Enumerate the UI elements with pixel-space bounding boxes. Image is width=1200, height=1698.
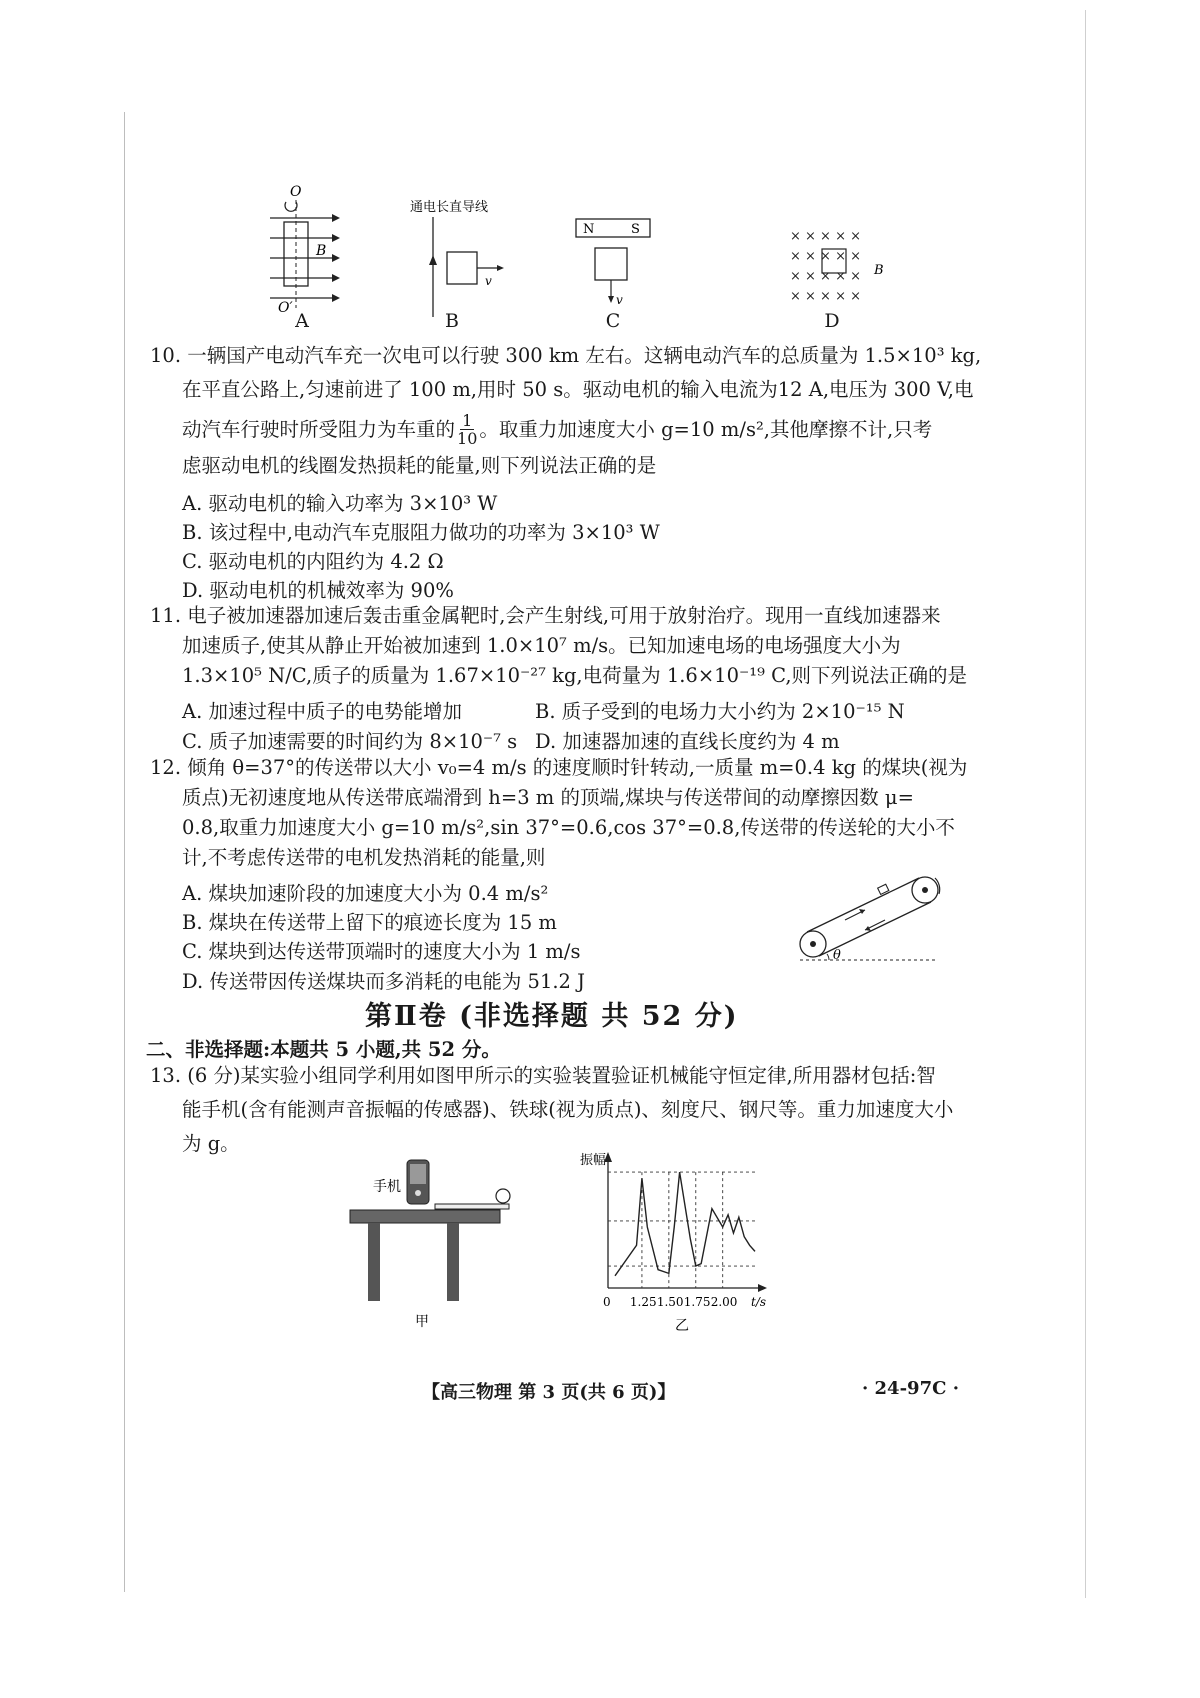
q10-line3-part1: 动汽车行驶时所受阻力为车重的 xyxy=(182,417,456,441)
q11-line1: 11. 电子被加速器加速后轰击重金属靶时,会产生射线,可用于放射治疗。现用一直线加速器来 xyxy=(150,604,941,627)
chart-series xyxy=(615,1172,755,1276)
figure-b-v-label: v xyxy=(485,274,492,288)
chart-x-axis-arrow xyxy=(758,1284,767,1292)
scan-edge-right xyxy=(1085,10,1086,1598)
chart-tick-label-2: 1.50 xyxy=(656,1295,684,1309)
q10-line1: 10. 一辆国产电动汽车充一次电可以行驶 300 km 左右。这辆电动汽车的总质量为 1.5×10³ kg, xyxy=(150,344,982,367)
section-2-title: 第Ⅱ卷 (非选择题 共 52 分) xyxy=(365,1001,739,1032)
q12-option-d: D. 传送带因传送煤块而多消耗的电能为 51.2 J xyxy=(182,970,585,993)
figure-b-wire-label: 通电长直导线 xyxy=(410,200,489,215)
figure-a-field-label: B xyxy=(316,243,327,259)
figure-a xyxy=(270,180,360,325)
figure-jia-phone-label: 手机 xyxy=(373,1179,401,1195)
figure-c-magnet-s: S xyxy=(631,222,640,237)
figure-b-label: B xyxy=(445,310,459,332)
chart-tick-label-3: 1.75 xyxy=(683,1295,711,1309)
svg-text:× × × × ×: × × × × × xyxy=(790,249,861,264)
q11-option-a: A. 加速过程中质子的电势能增加 xyxy=(182,700,462,723)
q11-option-c: C. 质子加速需要的时间约为 8×10⁻⁷ s xyxy=(182,730,518,753)
chart-x-axis-label: t/s xyxy=(751,1295,767,1309)
figure-jia-caption: 甲 xyxy=(415,1314,429,1330)
figure-c xyxy=(575,218,685,308)
figure-jia xyxy=(345,1158,525,1338)
chart-tick-label-4: 2.00 xyxy=(710,1295,738,1309)
q12-line4: 计,不考虑传送带的电机发热消耗的能量,则 xyxy=(182,846,546,869)
q13-line1: 13. (6 分)某实验小组同学利用如图甲所示的实验装置验证机械能守恒定律,所用器材包括:智 xyxy=(150,1064,936,1087)
q12-line2: 质点)无初速度地从传送带底端滑到 h=3 m 的顶端,煤块与传送带间的动摩擦因数 μ= xyxy=(182,786,914,809)
figure-d xyxy=(790,228,895,308)
q10-fraction-denominator: 10 xyxy=(457,429,478,448)
q12-option-a: A. 煤块加速阶段的加速度大小为 0.4 m/s² xyxy=(182,882,549,905)
q11-line3: 1.3×10⁵ N/C,质子的质量为 1.67×10⁻²⁷ kg,电荷量为 1.6×10⁻¹⁹ C,则下列说法正确的是 xyxy=(182,664,968,687)
q13-line2: 能手机(含有能测声音振幅的传感器)、铁球(视为质点)、刻度尺、钢尺等。重力加速度大小 xyxy=(182,1098,954,1121)
chart-tick-label-0: 0 xyxy=(603,1295,611,1309)
q10-line2: 在平直公路上,匀速前进了 100 m,用时 50 s。驱动电机的输入电流为12 A,电压为 300 V,电 xyxy=(182,378,974,401)
footer-page-info: 【高三物理 第 3 页(共 6 页)】 xyxy=(422,1382,676,1403)
figure-d-label: D xyxy=(824,310,840,332)
svg-text:× × × × ×: × × × × × xyxy=(790,289,861,304)
figure-c-v-label: v xyxy=(616,293,623,307)
figure-a-label: A xyxy=(295,310,309,332)
section-2-subtitle: 二、非选择题:本题共 5 小题,共 52 分。 xyxy=(146,1038,501,1061)
conveyor-theta-label: θ xyxy=(833,948,841,963)
chart-tick-label-1: 1.25 xyxy=(629,1295,657,1309)
q10-option-a: A. 驱动电机的输入功率为 3×10³ W xyxy=(182,492,498,515)
q12-option-b: B. 煤块在传送带上留下的痕迹长度为 15 m xyxy=(182,911,557,934)
q10-option-b: B. 该过程中,电动汽车克服阻力做功的功率为 3×10³ W xyxy=(182,521,660,544)
scan-edge-left xyxy=(124,112,125,1592)
figure-a-axis-bottom-label: O′ xyxy=(278,300,293,316)
svg-text:× × × × ×: × × × × × xyxy=(790,269,861,284)
figure-b xyxy=(405,195,535,320)
q10-line4: 虑驱动电机的线圈发热损耗的能量,则下列说法正确的是 xyxy=(182,454,657,477)
footer-code: · 24-97C · xyxy=(862,1378,959,1399)
figure-yi-caption: 乙 xyxy=(675,1318,689,1334)
amplitude-chart xyxy=(575,1148,775,1338)
q11-option-b: B. 质子受到的电场力大小约为 2×10⁻¹⁵ N xyxy=(535,700,905,723)
q10-option-d: D. 驱动电机的机械效率为 90% xyxy=(182,579,454,602)
q12-line1: 12. 倾角 θ=37°的传送带以大小 v₀=4 m/s 的速度顺时针转动,一质量 m=0.4 kg 的煤块(视为 xyxy=(150,756,968,779)
figure-c-magnet-n: N xyxy=(583,222,595,237)
chart-series-line xyxy=(615,1172,755,1276)
q10-line3 xyxy=(182,412,932,447)
chart-tick-labels xyxy=(603,1295,737,1309)
svg-text:× × × × ×: × × × × × xyxy=(790,229,861,244)
q10-fraction-numerator: 1 xyxy=(462,411,473,430)
conveyor-figure xyxy=(785,868,945,968)
figure-d-field-label: B xyxy=(874,263,884,278)
q11-line2: 加速质子,使其从静止开始被加速到 1.0×10⁷ m/s。已知加速电场的电场强度大小为 xyxy=(182,634,901,657)
q11-option-d: D. 加速器加速的直线长度约为 4 m xyxy=(535,730,840,753)
figure-c-label: C xyxy=(605,310,621,332)
q10-option-c: C. 驱动电机的内阻约为 4.2 Ω xyxy=(182,550,444,573)
q10-fraction xyxy=(457,412,477,447)
q13-line3: 为 g。 xyxy=(182,1132,240,1155)
q10-line3-part2: 。取重力加速度大小 g=10 m/s²,其他摩擦不计,只考 xyxy=(479,417,933,441)
q12-option-c: C. 煤块到达传送带顶端时的速度大小为 1 m/s xyxy=(182,940,581,963)
figure-a-axis-top-label: O xyxy=(290,184,302,200)
q12-line3: 0.8,取重力加速度大小 g=10 m/s²,sin 37°=0.6,cos 37°=0.8,传送带的传送轮的大小不 xyxy=(182,816,955,839)
chart-y-axis-label: 振幅 xyxy=(580,1153,607,1168)
